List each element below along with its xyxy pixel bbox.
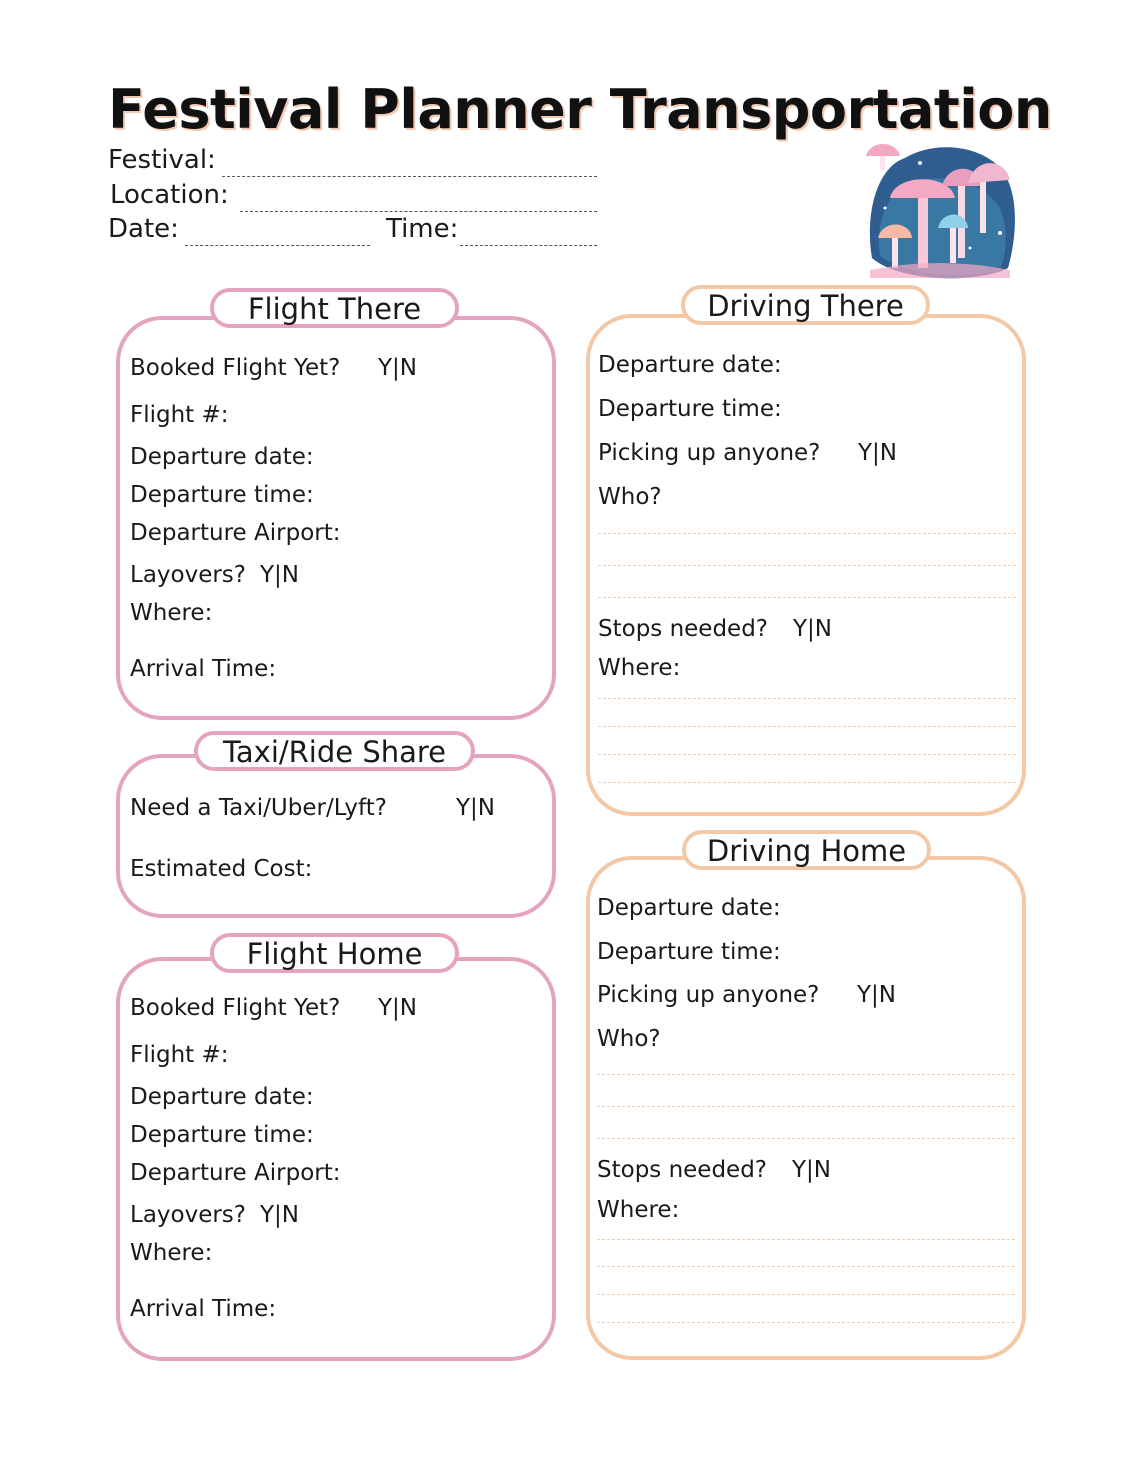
ft-flight-number-label: Flight #: — [130, 402, 229, 428]
fh-where-label: Where: — [130, 1240, 213, 1266]
flight-there-heading: Flight There — [210, 288, 459, 328]
date-line[interactable] — [185, 245, 370, 246]
driving-there-heading: Driving There — [681, 285, 930, 325]
fh-flight-number-label: Flight #: — [130, 1042, 229, 1068]
dh-pickup-yn[interactable]: Y|N — [857, 982, 897, 1008]
dt-where-line-2[interactable] — [598, 726, 1016, 727]
dh-where-label: Where: — [597, 1197, 680, 1223]
fh-departure-date-label: Departure date: — [130, 1084, 314, 1110]
ft-departure-date-label: Departure date: — [130, 444, 314, 470]
dt-departure-time-label: Departure time: — [598, 396, 782, 422]
taxi-cost-label: Estimated Cost: — [130, 856, 313, 882]
fh-departure-time-label: Departure time: — [130, 1122, 314, 1148]
location-line[interactable] — [240, 211, 597, 212]
fh-layovers-yn[interactable]: Y|N — [260, 1202, 300, 1228]
dh-departure-time-label: Departure time: — [597, 939, 781, 965]
taxi-need-yn[interactable]: Y|N — [456, 795, 496, 821]
location-label: Location: — [110, 180, 229, 210]
dh-where-line-2[interactable] — [597, 1266, 1015, 1267]
dt-who-line-1[interactable] — [598, 533, 1016, 534]
dt-where-line-3[interactable] — [598, 754, 1016, 755]
ft-departure-airport-label: Departure Airport: — [130, 520, 341, 546]
time-label: Time: — [386, 214, 459, 244]
fh-layovers-label: Layovers? — [130, 1202, 246, 1228]
fh-booked-yn[interactable]: Y|N — [378, 995, 418, 1021]
driving-home-heading: Driving Home — [682, 830, 931, 870]
dh-where-line-4[interactable] — [597, 1322, 1015, 1323]
page-title: Festival Planner Transportation — [108, 78, 1052, 141]
fh-departure-airport-label: Departure Airport: — [130, 1160, 341, 1186]
ft-arrival-label: Arrival Time: — [130, 656, 277, 682]
dh-who-label: Who? — [597, 1026, 661, 1052]
dh-stops-label: Stops needed? — [597, 1157, 768, 1183]
dt-where-label: Where: — [598, 655, 681, 681]
dt-who-line-2[interactable] — [598, 565, 1016, 566]
festival-line[interactable] — [222, 176, 597, 177]
dt-pickup-yn[interactable]: Y|N — [858, 440, 898, 466]
taxi-heading: Taxi/Ride Share — [194, 731, 475, 771]
dt-stops-yn[interactable]: Y|N — [793, 616, 833, 642]
dh-where-line-1[interactable] — [597, 1239, 1015, 1240]
dh-who-line-2[interactable] — [597, 1106, 1015, 1107]
ft-where-label: Where: — [130, 600, 213, 626]
dt-pickup-label: Picking up anyone? — [598, 440, 821, 466]
ft-departure-time-label: Departure time: — [130, 482, 314, 508]
dh-stops-yn[interactable]: Y|N — [792, 1157, 832, 1183]
flight-home-heading: Flight Home — [210, 933, 459, 973]
dh-who-line-1[interactable] — [597, 1074, 1015, 1075]
fh-booked-label: Booked Flight Yet? — [130, 995, 341, 1021]
ft-layovers-yn[interactable]: Y|N — [260, 562, 300, 588]
mushroom-illustration-icon — [860, 138, 1020, 283]
dh-who-line-3[interactable] — [597, 1138, 1015, 1139]
dt-where-line-1[interactable] — [598, 698, 1016, 699]
dh-departure-date-label: Departure date: — [597, 895, 781, 921]
dt-where-line-4[interactable] — [598, 782, 1016, 783]
festival-label: Festival: — [108, 145, 216, 175]
fh-arrival-label: Arrival Time: — [130, 1296, 277, 1322]
taxi-need-label: Need a Taxi/Uber/Lyft? — [130, 795, 387, 821]
ft-booked-label: Booked Flight Yet? — [130, 355, 341, 381]
dt-stops-label: Stops needed? — [598, 616, 769, 642]
date-label: Date: — [108, 214, 179, 244]
time-line[interactable] — [460, 245, 597, 246]
dt-who-line-3[interactable] — [598, 597, 1016, 598]
ft-layovers-label: Layovers? — [130, 562, 246, 588]
ft-booked-yn[interactable]: Y|N — [378, 355, 418, 381]
driving-home-panel — [586, 856, 1026, 1360]
dh-pickup-label: Picking up anyone? — [597, 982, 820, 1008]
taxi-panel — [116, 754, 556, 918]
dt-who-label: Who? — [598, 484, 662, 510]
dh-where-line-3[interactable] — [597, 1294, 1015, 1295]
dt-departure-date-label: Departure date: — [598, 352, 782, 378]
